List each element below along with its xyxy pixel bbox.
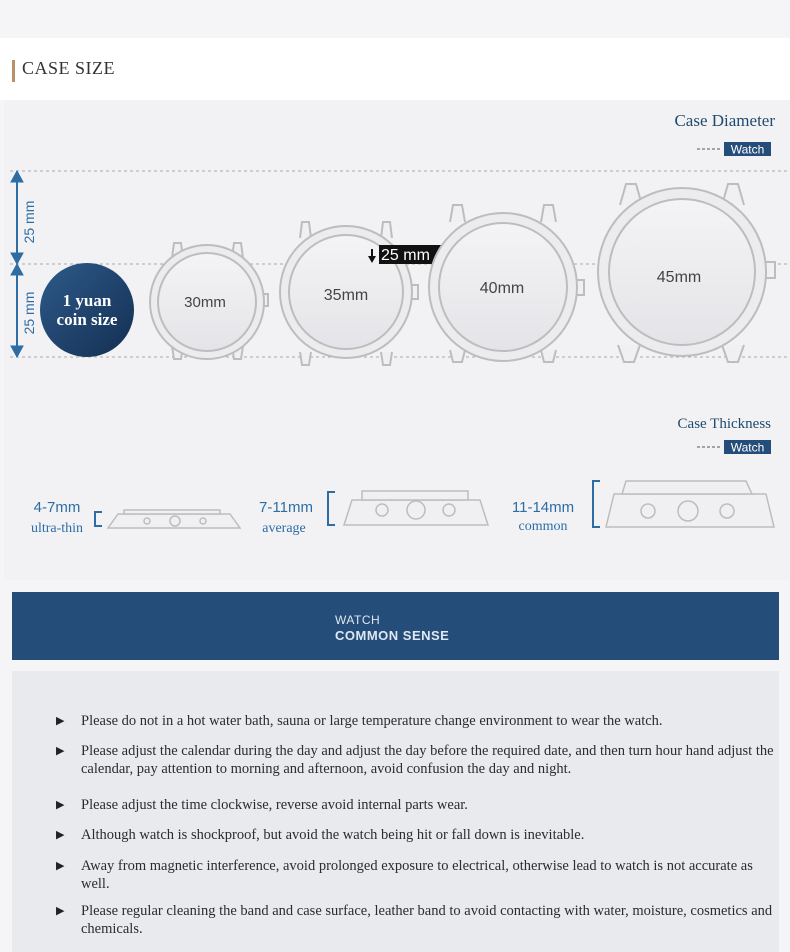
bullet-arrow-icon: ▶: [56, 745, 65, 757]
watch-size-40: 40mm: [479, 280, 525, 297]
contour-value: 25 mm: [381, 247, 430, 264]
thickness-label-ultra-thin: ultra-thin: [30, 521, 84, 536]
watch-size-35: 35mm: [323, 287, 369, 304]
tip-text: Please do not in a hot water bath, sauna or large temperature change environment to wear the watch.: [81, 713, 663, 729]
section-title: CASE SIZE: [22, 58, 116, 78]
thickness-label-common: common: [518, 519, 568, 534]
case-thickness-title: Case Thickness: [677, 416, 771, 432]
watch-size-45: 45mm: [656, 269, 702, 286]
thickness-range-ultra-thin: 4-7mm: [33, 499, 81, 516]
bullet-arrow-icon: ▶: [56, 905, 65, 917]
case-size-diagram: [4, 100, 790, 580]
section-header: [0, 38, 790, 100]
tip-text: Please adjust the calendar during the day and adjust the day before the required date, and then turn hour hand adjust the calendar, pay attention to morning and afternoon, avoid confusion the day and night.: [81, 743, 774, 777]
thickness-range-common: 11-14mm: [511, 499, 575, 516]
tip-text: Please regular cleaning the band and case surface, leather band to avoid contacting with water, moisture, cosmetics and chemicals.: [81, 903, 773, 937]
common-sense-label-small: WATCH: [335, 613, 381, 627]
tip-item: [56, 857, 781, 893]
tip-item: [56, 902, 781, 938]
tip-item: [56, 742, 781, 778]
thickness-watch-tag-label: Watch: [730, 440, 765, 455]
bullet-arrow-icon: ▶: [56, 799, 65, 811]
bracket-ultra-thin: [95, 512, 102, 526]
tip-text: Although watch is shockproof, but avoid the watch being hit or fall down is inevitable.: [81, 827, 585, 843]
tip-item: [56, 712, 781, 730]
common-sense-label-big: COMMON SENSE: [335, 628, 450, 643]
bullet-arrow-icon: ▶: [56, 715, 65, 727]
thickness-range-average: 7-11mm: [259, 499, 313, 516]
bullet-arrow-icon: ▶: [56, 860, 65, 872]
scale-label-top: 25 mm: [21, 200, 37, 244]
tip-item: [56, 826, 781, 844]
case-size-illustration: [4, 100, 790, 580]
watch-profile-ultra-thin-icon: [108, 510, 240, 528]
coin-label-line1: 1 yuan: [62, 291, 112, 310]
watch-size-30: 30mm: [184, 294, 226, 311]
thickness-label-average: average: [262, 521, 306, 536]
watch-profile-average-icon: [344, 491, 488, 525]
tip-text: Please adjust the time clockwise, reverse avoid internal parts wear.: [81, 797, 468, 813]
coin-label-line2: coin size: [56, 310, 118, 329]
bracket-common: [593, 481, 600, 527]
tip-item: [56, 796, 781, 814]
bracket-average: [328, 492, 335, 525]
bullet-arrow-icon: ▶: [56, 829, 65, 841]
header-accent-bar: [12, 60, 15, 82]
common-sense-banner: [12, 592, 779, 660]
watch-profile-common-icon: [606, 481, 774, 527]
case-diameter-title: Case Diameter: [674, 111, 775, 130]
watch-tag-label: Watch: [730, 142, 765, 157]
scale-label-bottom: 25 mm: [21, 291, 37, 335]
tip-text: Away from magnetic interference, avoid prolonged exposure to electrical, otherwise lead to watch is not accurate as well.: [81, 858, 753, 892]
